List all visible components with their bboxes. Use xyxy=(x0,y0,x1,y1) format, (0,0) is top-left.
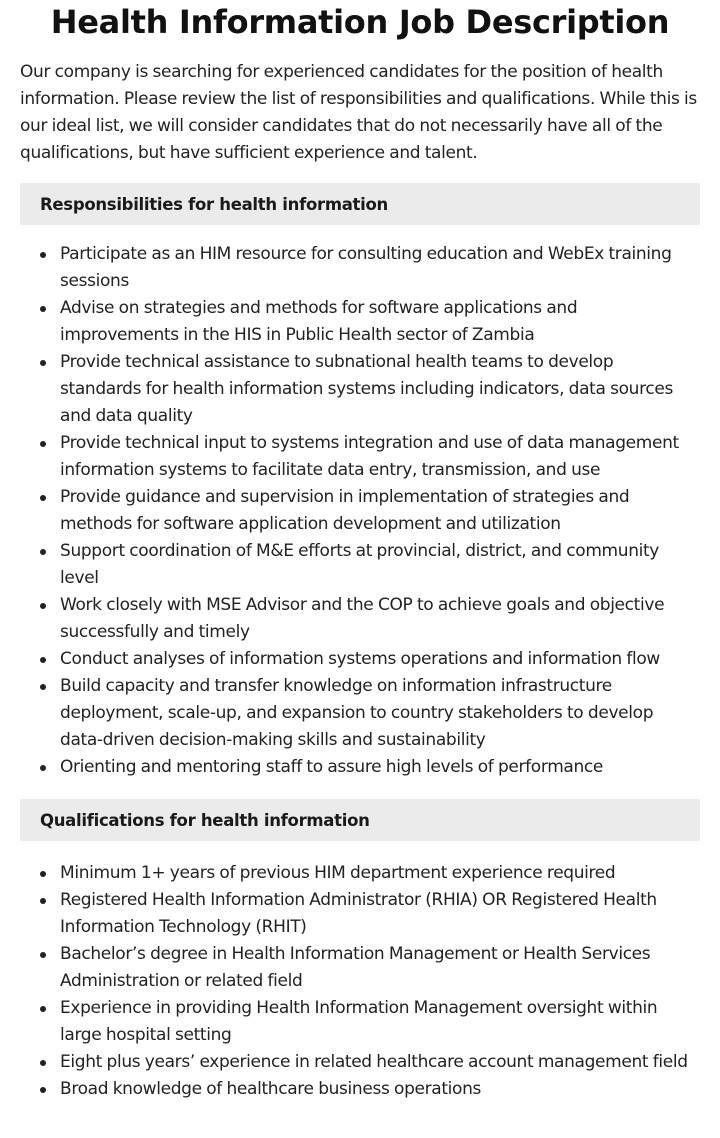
list-item xyxy=(20,1049,700,1076)
qualifications-header xyxy=(20,799,700,841)
responsibilities-heading: Responsibilities for health information xyxy=(40,194,388,214)
bullet-icon xyxy=(40,657,46,663)
list-item xyxy=(20,754,700,781)
bullet-icon xyxy=(40,603,46,609)
list-item xyxy=(20,592,700,646)
bullet-icon xyxy=(40,684,46,690)
list-item xyxy=(20,349,700,430)
list-item-text: Provide guidance and supervision in implementation of strategies and methods for software application development and utilization xyxy=(60,487,630,534)
list-item-text: Work closely with MSE Advisor and the COP to achieve goals and objective successfully and timely xyxy=(60,595,665,642)
list-item-text: Conduct analyses of information systems operations and information flow xyxy=(60,649,660,669)
bullet-icon xyxy=(40,441,46,447)
list-item-text: Provide technical input to systems integration and use of data management information systems to facilitate data entry, transmission, and use xyxy=(60,433,679,480)
list-item-text: Eight plus years’ experience in related healthcare account management field xyxy=(60,1052,688,1072)
list-item xyxy=(20,1076,700,1103)
list-item-text: Registered Health Information Administrator (RHIA) OR Registered Health Information Technology (RHIT) xyxy=(60,890,657,937)
list-item-text: Experience in providing Health Information Management oversight within large hospital setting xyxy=(60,998,658,1045)
list-item-text: Support coordination of M&E efforts at provincial, district, and community level xyxy=(60,541,660,588)
bullet-icon xyxy=(40,549,46,555)
list-item xyxy=(20,241,700,295)
list-item xyxy=(20,430,700,484)
bullet-icon xyxy=(40,252,46,258)
responsibilities-list xyxy=(20,241,700,781)
list-item-text: Orienting and mentoring staff to assure high levels of performance xyxy=(60,757,603,777)
list-item-text: Build capacity and transfer knowledge on information infrastructure deployment, scale-up, and expansion to country stakeholders to develop data-driven decision-making skills and sustainability xyxy=(60,676,654,750)
bullet-icon xyxy=(40,1087,46,1093)
bullet-icon xyxy=(40,495,46,501)
list-item-text: Participate as an HIM resource for consulting education and WebEx training sessions xyxy=(60,244,672,291)
bullet-icon xyxy=(40,306,46,312)
qualifications-list xyxy=(20,860,700,1103)
bullet-icon xyxy=(40,1060,46,1066)
list-item xyxy=(20,673,700,754)
responsibilities-header xyxy=(20,183,700,225)
page-title: Health Information Job Description xyxy=(50,3,670,41)
bullet-icon xyxy=(40,360,46,366)
bullet-icon xyxy=(40,871,46,877)
list-item-text: Provide technical assistance to subnational health teams to develop standards for health information systems including indicators, data sources and data quality xyxy=(60,352,673,426)
bullet-icon xyxy=(40,765,46,771)
list-item xyxy=(20,538,700,592)
list-item-text: Minimum 1+ years of previous HIM department experience required xyxy=(60,863,616,883)
list-item xyxy=(20,995,700,1049)
list-item xyxy=(20,295,700,349)
bullet-icon xyxy=(40,1006,46,1012)
intro-paragraph: Our company is searching for experienced candidates for the position of health information. Please review the list of responsibilities and qualifications. While this is our ideal list, we will consider candidates that do not necessarily have all of the qualifications, but have sufficient experience and talent. xyxy=(20,62,697,163)
list-item xyxy=(20,860,700,887)
list-item-text: Bachelor’s degree in Health Information Management or Health Services Administration or related field xyxy=(60,944,651,991)
list-item xyxy=(20,941,700,995)
list-item xyxy=(20,646,700,673)
list-item-text: Advise on strategies and methods for software applications and improvements in the HIS in Public Health sector of Zambia xyxy=(60,298,578,345)
list-item xyxy=(20,484,700,538)
list-item xyxy=(20,887,700,941)
list-item-text: Broad knowledge of healthcare business operations xyxy=(60,1079,482,1099)
qualifications-heading: Qualifications for health information xyxy=(40,810,370,830)
bullet-icon xyxy=(40,898,46,904)
bullet-icon xyxy=(40,952,46,958)
